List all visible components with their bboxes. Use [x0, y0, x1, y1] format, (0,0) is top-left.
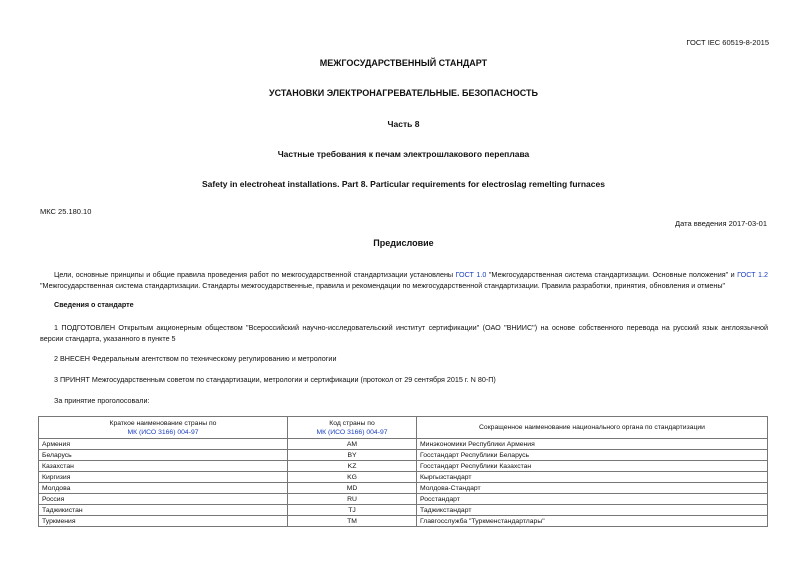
foreword-text-c: "Межгосударственная система стандартизации. Стандарты межгосударственные, правила и рекомендации по межгосударственной стандартизации. Правила разработки, принятия, обновления и отмены" — [40, 281, 726, 290]
item-3-adopted — [40, 374, 768, 385]
standard-info-heading — [40, 299, 768, 310]
standards-body-cell: Росстандарт — [417, 494, 768, 505]
item-2-text: 2 ВНЕСЕН Федеральным агентством по техническому регулированию и метрологии — [54, 354, 337, 363]
table-header-row — [39, 417, 768, 439]
header-body-line1: Сокращенное наименование национального органа по стандартизации — [479, 424, 705, 431]
standards-body-cell: Госстандарт Республики Казахстан — [417, 461, 768, 472]
header-country-line2[interactable]: МК (ИСО 3166) 004-97 — [127, 428, 199, 436]
foreword-text-b: "Межгосударственная система стандартизации. Основные положения" и — [486, 270, 738, 279]
standard-type-heading: МЕЖГОСУДАРСТВЕННЫЙ СТАНДАРТ — [319, 58, 488, 68]
code-cell: KZ — [288, 461, 417, 472]
voted-label — [40, 395, 768, 406]
item-1-prepared — [40, 322, 768, 344]
table-row — [39, 439, 768, 450]
voted-text: За принятие проголосовали: — [54, 396, 150, 405]
standards-body-cell: Минэкономики Республики Армения — [417, 439, 768, 450]
mks-code: МКС 25.180.10 — [40, 207, 92, 216]
header-country — [39, 417, 288, 439]
foreword-text-a: Цели, основные принципы и общие правила проведения работ по межгосударственной стандартизации установлены — [54, 270, 456, 279]
subtitle-russian: Частные требования к печам электрошлакового переплава — [277, 149, 530, 159]
code-cell: BY — [288, 450, 417, 461]
foreword-paragraph — [40, 269, 768, 291]
code-cell: AM — [288, 439, 417, 450]
country-cell: Киргизия — [39, 472, 288, 483]
foreword-heading: Предисловие — [373, 238, 434, 248]
standards-body-cell: Госстандарт Республики Беларусь — [417, 450, 768, 461]
table-row — [39, 461, 768, 472]
part-number: Часть 8 — [387, 119, 420, 129]
header-code-line1: Код страны по — [329, 419, 375, 427]
document-code: ГОСТ IEC 60519-8-2015 — [686, 38, 769, 47]
country-cell: Туркмения — [39, 516, 288, 527]
code-cell: MD — [288, 483, 417, 494]
standard-title: УСТАНОВКИ ЭЛЕКТРОНАГРЕВАТЕЛЬНЫЕ. БЕЗОПАСНОСТЬ — [268, 88, 539, 98]
standards-body-cell: Главгосслужба "Туркменстандартлары" — [417, 516, 768, 527]
standard-info-label: Сведения о стандарте — [54, 300, 134, 309]
header-code-line2[interactable]: МК (ИСО 3166) 004-97 — [316, 428, 388, 436]
country-cell: Молдова — [39, 483, 288, 494]
standards-body-cell: Молдова-Стандарт — [417, 483, 768, 494]
table-row — [39, 483, 768, 494]
item-2-introduced — [40, 353, 768, 364]
country-cell: Армения — [39, 439, 288, 450]
gost-1-2-link[interactable]: ГОСТ 1.2 — [737, 270, 768, 279]
code-cell: KG — [288, 472, 417, 483]
standards-body-cell: Таджикстандарт — [417, 505, 768, 516]
country-cell: Беларусь — [39, 450, 288, 461]
table-row — [39, 516, 768, 527]
header-code — [288, 417, 417, 439]
table-row — [39, 450, 768, 461]
voting-states-table — [38, 416, 768, 527]
code-cell: TM — [288, 516, 417, 527]
table-row — [39, 472, 768, 483]
country-cell: Россия — [39, 494, 288, 505]
item-1-text: 1 ПОДГОТОВЛЕН Открытым акционерным обществом "Всероссийский научно-исследовательский институт сертификации" (ОАО "ВНИИС") на основе собственного перевода на русский язык англоязычной версии стандарта, указанного в пункте 5 — [40, 323, 768, 343]
code-cell: RU — [288, 494, 417, 505]
table-row — [39, 505, 768, 516]
gost-1-0-link[interactable]: ГОСТ 1.0 — [455, 270, 487, 279]
header-country-line1: Краткое наименование страны по — [109, 419, 217, 427]
item-3-text: 3 ПРИНЯТ Межгосударственным советом по стандартизации, метрологии и сертификации (протокол от 29 сентября 2015 г. N 80-П) — [54, 375, 496, 384]
table-row — [39, 494, 768, 505]
code-cell: TJ — [288, 505, 417, 516]
introduction-date: Дата введения 2017-03-01 — [675, 219, 767, 228]
standards-body-cell: Кыргызстандарт — [417, 472, 768, 483]
country-cell: Таджикистан — [39, 505, 288, 516]
subtitle-english: Safety in electroheat installations. Part 8. Particular requirements for electroslag remelting furnaces — [202, 179, 605, 189]
header-body — [417, 417, 768, 439]
country-cell: Казахстан — [39, 461, 288, 472]
